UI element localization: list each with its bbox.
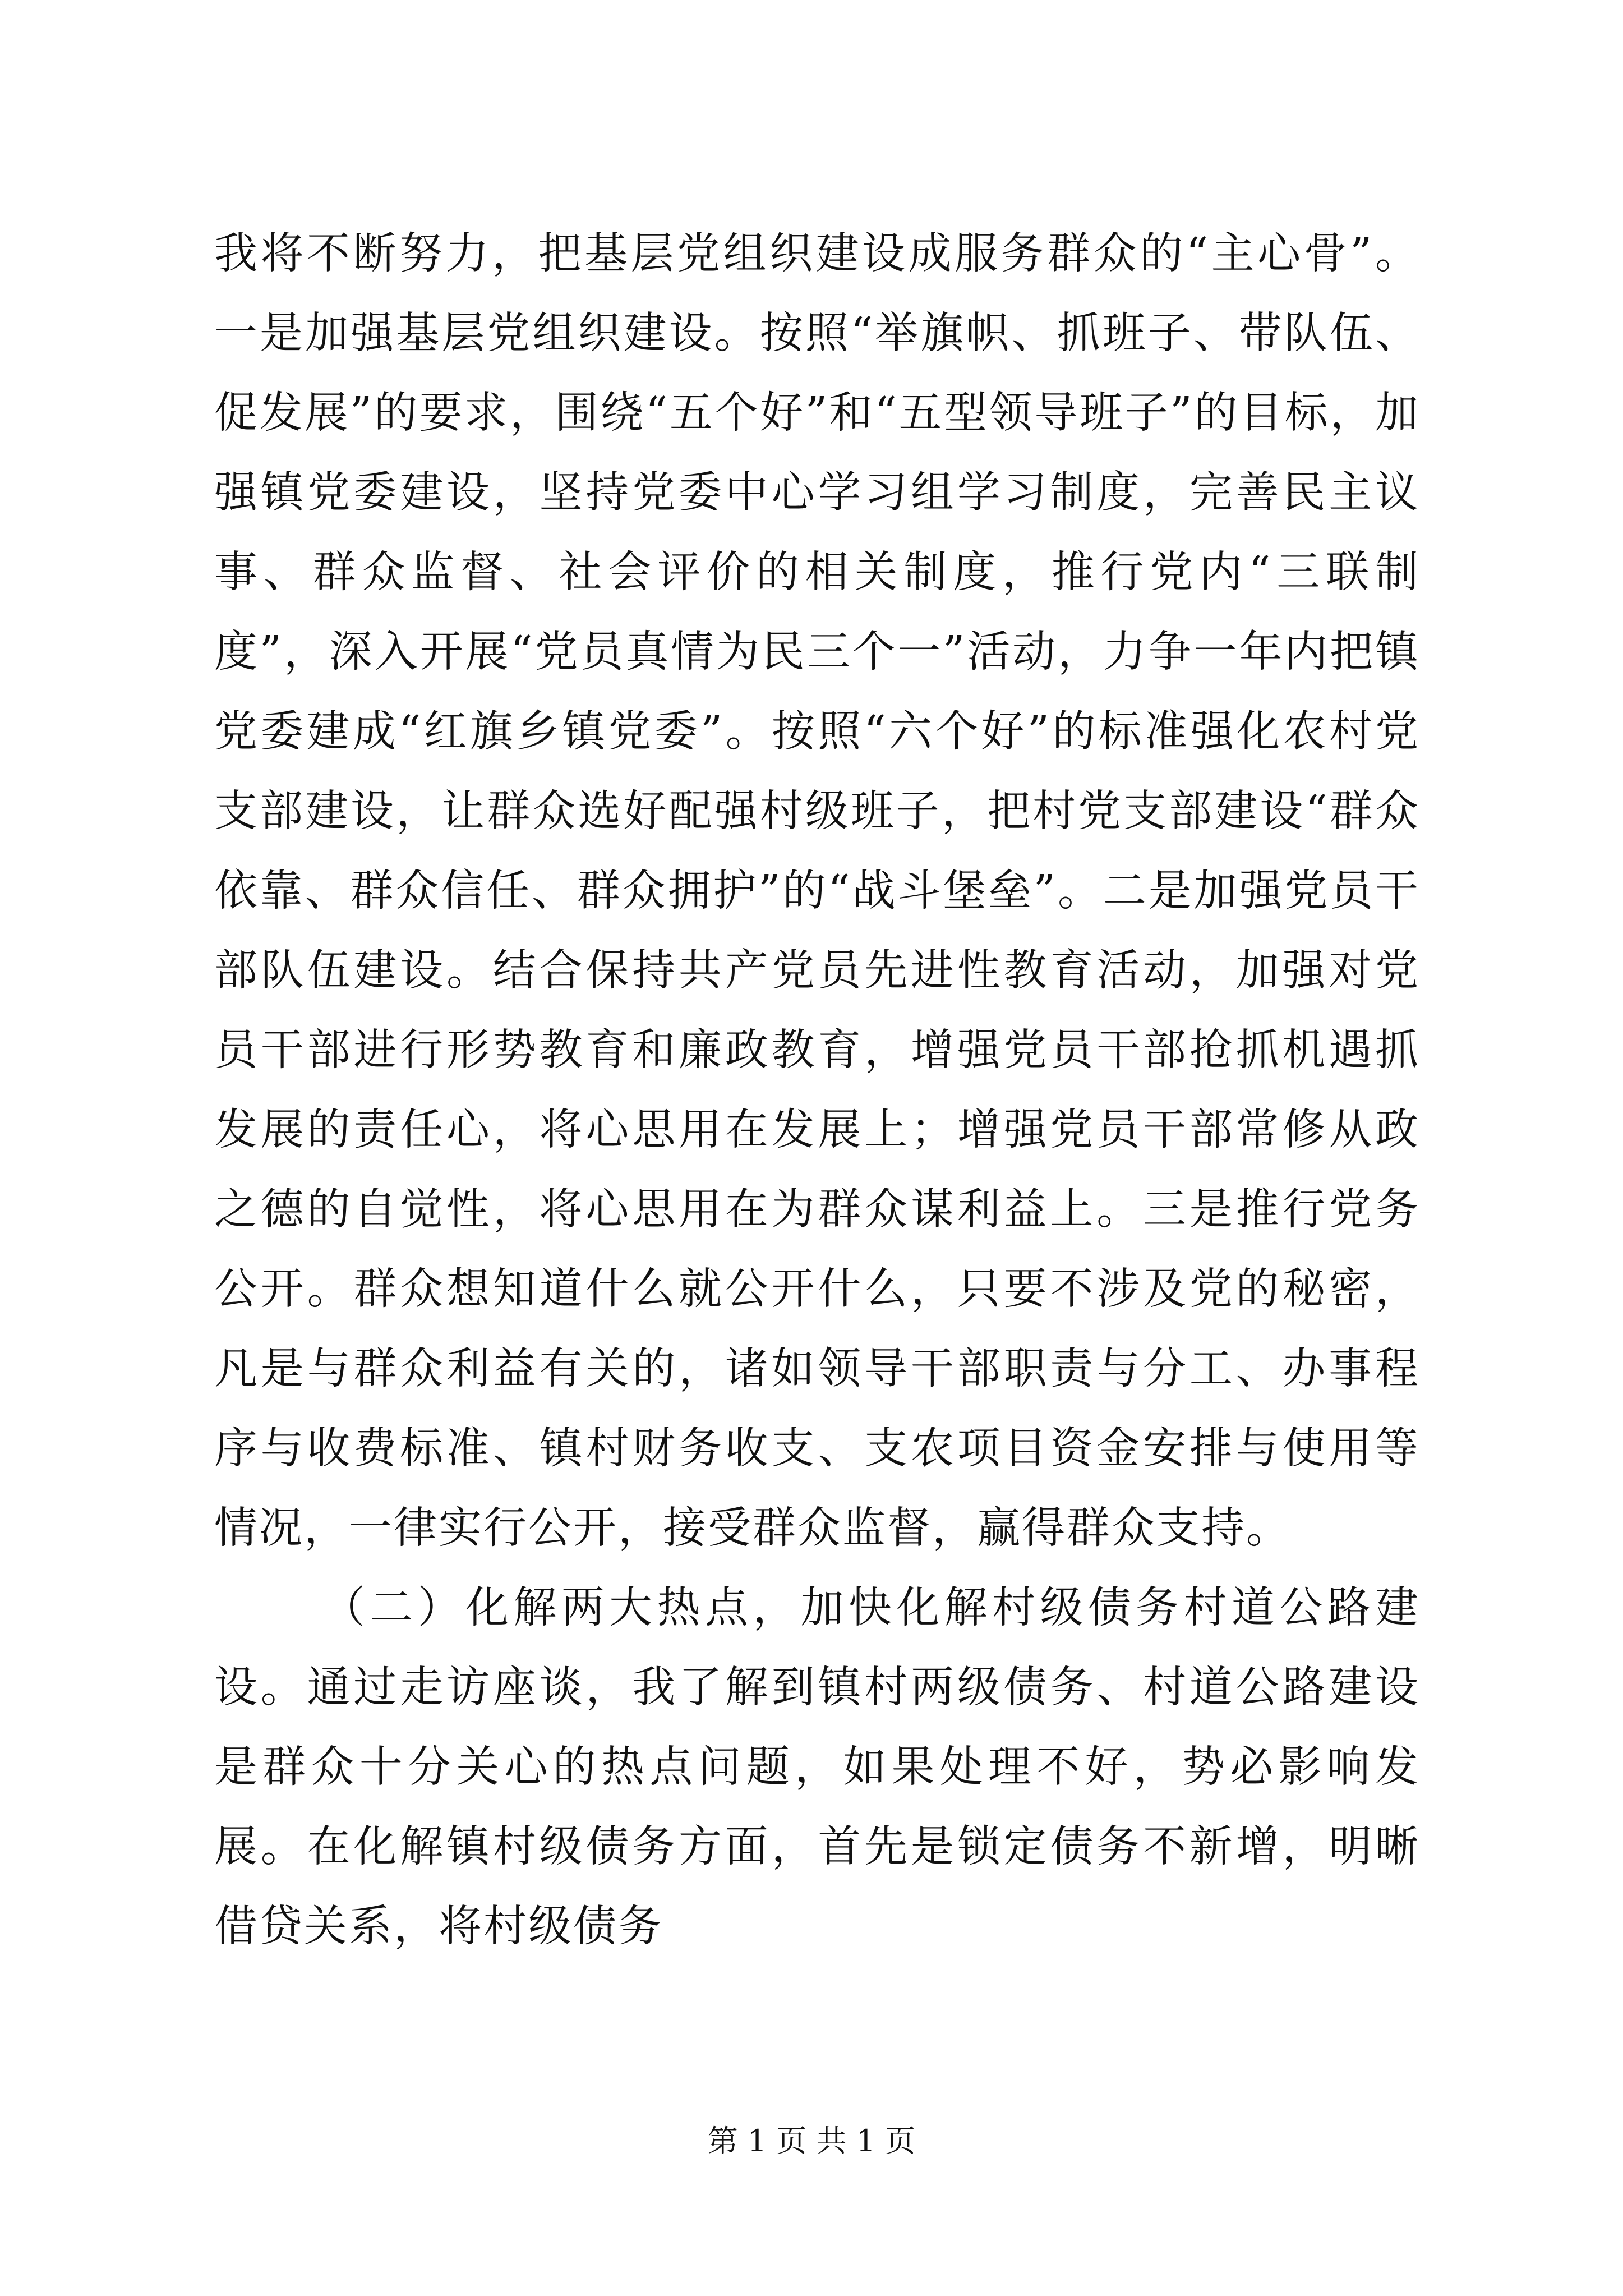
paragraph-party-building: 我将不断努力，把基层党组织建设成服务群众的“主心骨”。一是加强基层党组织建设。按照“举旗帜、抓班子、带队伍、促发展”的要求，围绕“五个好”和“五型领导班子”的目标，加强镇党委建设，坚持党委中心学习组学习制度，完善民主议事、群众监督、社会评价的相关制度，推行党内“三联制度”，深入开展“党员真情为民三个一”活动，力争一年内把镇党委建成“红旗乡镇党委”。按照“六个好”的标准强化农村党支部建设，让群众选好配强村级班子，把村党支部建设“群众依靠、群众信任、群众拥护”的“战斗堡垒”。二是加强党员干部队伍建设。结合保持共产党员先进性教育活动，加强对党员干部进行形势教育和廉政教育，增强党员干部抢抓机遇抓发展的责任心，将心思用在发展上；增强党员干部常修从政之德的自觉性，将心思用在为群众谋利益上。三是推行党务公开。群众想知道什么就公开什么，只要不涉及党的秘密，凡是与群众利益有关的，诸如领导干部职责与分工、办事程序与收费标准、镇村财务收支、支农项目资金安排与使用等情况，一律实行公开，接受群众监督，赢得群众支持。 bbox=[214, 229, 1420, 1553]
document-body bbox=[214, 214, 1420, 1967]
paragraph-hotspots: （二）化解两大热点，加快化解村级债务村道公路建设。通过走访座谈，我了解到镇村两级债务、村道公路建设是群众十分关心的热点问题，如果处理不好，势必影响发展。在化解镇村级债务方面，首先是锁定债务不新增，明晰借贷关系，将村级债务 bbox=[214, 1583, 1420, 1952]
page-footer: 第 1 页 共 1 页 bbox=[707, 2123, 916, 2159]
